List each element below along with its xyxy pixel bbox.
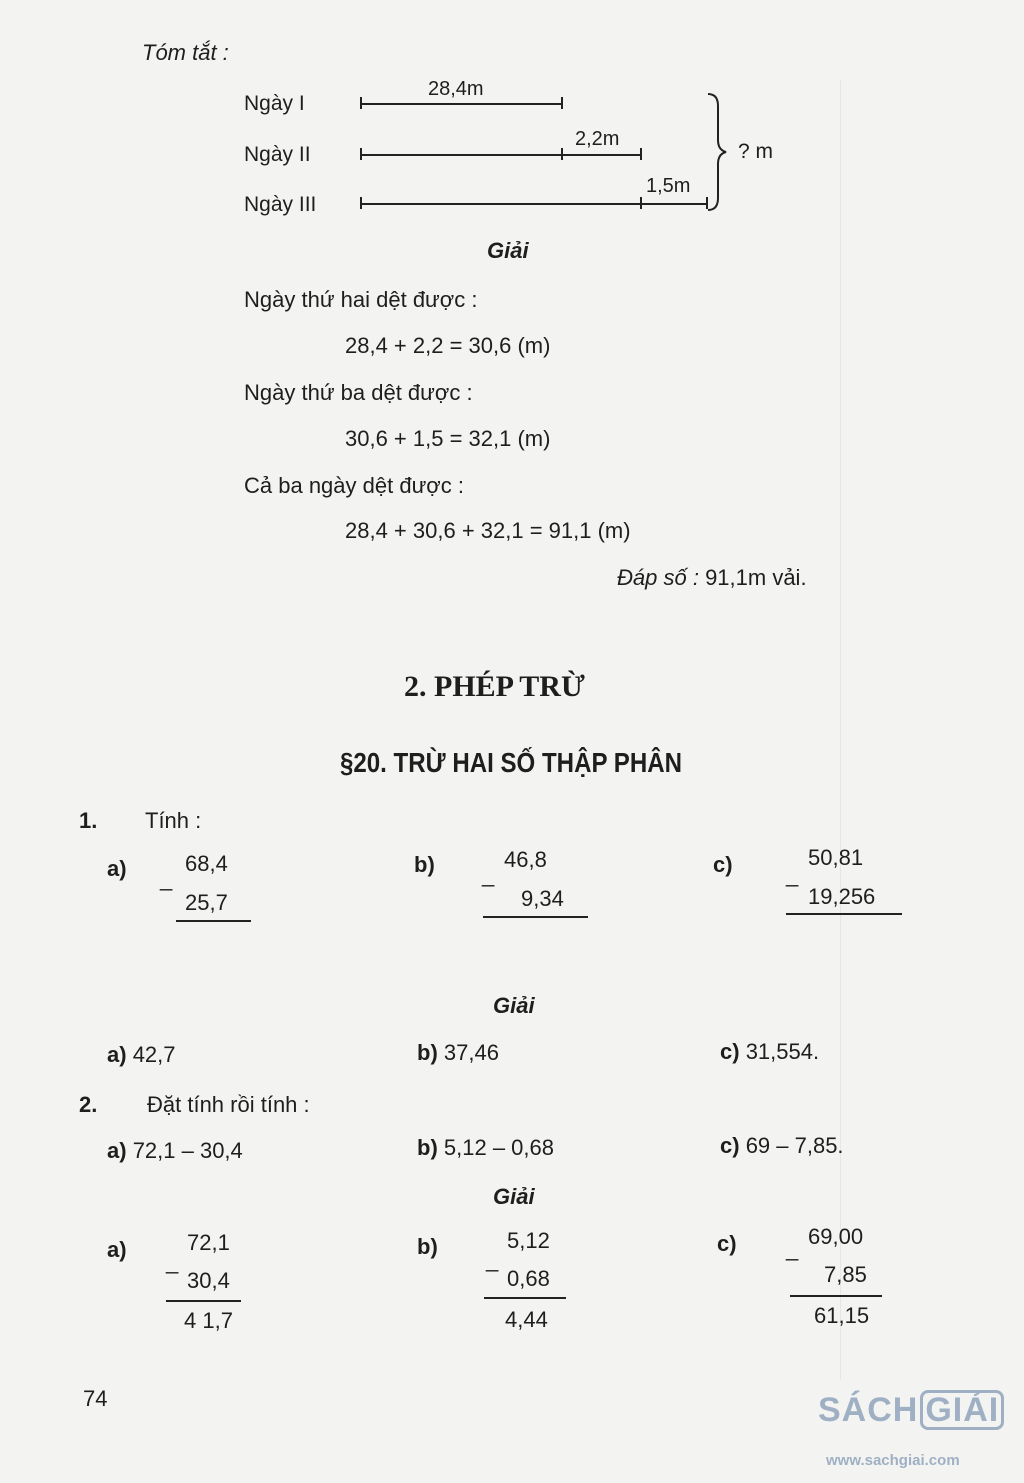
solution-calc2: 30,6 + 1,5 = 32,1 (m) xyxy=(345,426,551,451)
day2-start-tick xyxy=(360,148,362,160)
ex1-b-bottom: 9,34 xyxy=(521,886,564,911)
ex1-a-bottom: 25,7 xyxy=(185,890,228,915)
ex1-c-bottom: 19,256 xyxy=(808,884,876,909)
day1-label: Ngày I xyxy=(244,92,305,115)
ex2-solution-heading: Giải xyxy=(493,1184,535,1209)
ex1-b-rule xyxy=(483,916,588,918)
seg3-label: 1,5m xyxy=(646,175,691,197)
watermark-url: www.sachgiai.com xyxy=(826,1452,960,1469)
ex1-answer-c-label: c) xyxy=(720,1039,740,1064)
summary-title: Tóm tắt : xyxy=(142,40,229,65)
ex1-c-label: c) xyxy=(713,852,733,877)
answer-value: 91,1m vải. xyxy=(705,565,807,590)
ex1-a-minus: _ xyxy=(160,866,173,891)
solution-calc3: 28,4 + 30,6 + 32,1 = 91,1 (m) xyxy=(345,518,631,543)
watermark-brand xyxy=(818,1390,1004,1430)
exercise2-prompt: Đặt tính rồi tính : xyxy=(147,1092,310,1117)
ex1-b-minus: _ xyxy=(482,862,495,887)
day3-segment xyxy=(360,203,708,205)
ex2-c: 69 – 7,85. xyxy=(745,1133,844,1158)
seg1-label: 28,4m xyxy=(428,78,484,100)
ex2-b-label: b) xyxy=(417,1135,438,1160)
solution-heading: Giải xyxy=(487,238,529,263)
ex1-c-top: 50,81 xyxy=(808,845,864,870)
ex1-answer-b: 37,46 xyxy=(443,1040,499,1065)
ex2-c-label: c) xyxy=(720,1133,740,1158)
total-question: ? m xyxy=(738,140,774,163)
ex1-answer-b-label: b) xyxy=(417,1040,438,1065)
solution-line1: Ngày thứ hai dệt được : xyxy=(244,287,478,312)
page-number: 74 xyxy=(83,1386,108,1411)
ex1-b-label: b) xyxy=(414,852,435,877)
day2-label: Ngày II xyxy=(244,143,311,166)
answer-label: Đáp số : xyxy=(617,565,699,590)
watermark-brand-right: GIẢI xyxy=(920,1390,1004,1430)
day2-segment xyxy=(360,154,642,156)
ex2-work-b-result: 4,44 xyxy=(505,1307,548,1332)
ex1-answer-a-label: a) xyxy=(107,1042,127,1067)
ex1-c-rule xyxy=(786,913,902,915)
ex2-work-a-top: 72,1 xyxy=(187,1230,230,1255)
ex2-work-b-label: b) xyxy=(417,1234,438,1259)
ex2-work-b-bottom: 0,68 xyxy=(507,1266,550,1291)
exercise2-number: 2. xyxy=(79,1092,98,1117)
day3-label: Ngày III xyxy=(244,193,317,216)
solution-line3: Cả ba ngày dệt được : xyxy=(244,473,464,498)
ex2-work-a-result: 4 1,7 xyxy=(184,1308,233,1333)
ex2-a: 72,1 – 30,4 xyxy=(132,1138,243,1163)
day1-segment xyxy=(360,103,563,105)
exercise1-prompt: Tính : xyxy=(145,808,202,833)
watermark-brand-left: SÁCH xyxy=(818,1391,919,1429)
day3-mid-tick xyxy=(640,197,642,209)
solution-line2: Ngày thứ ba dệt được : xyxy=(244,380,473,405)
section-title: 2. PHÉP TRỪ xyxy=(404,670,585,703)
day3-start-tick xyxy=(360,197,362,209)
ex2-work-c-minus: _ xyxy=(786,1236,799,1261)
total-brace-icon xyxy=(704,92,734,214)
ex2-work-c-top: 69,00 xyxy=(808,1224,864,1249)
day1-end-tick xyxy=(561,97,563,109)
ex2-work-c-bottom: 7,85 xyxy=(824,1262,867,1287)
seg2-label: 2,2m xyxy=(575,128,620,150)
ex2-work-c-label: c) xyxy=(717,1231,737,1256)
ex2-b: 5,12 – 0,68 xyxy=(443,1135,554,1160)
ex1-a-top: 68,4 xyxy=(185,851,228,876)
solution-calc1: 28,4 + 2,2 = 30,6 (m) xyxy=(345,333,551,358)
ex1-solution-heading: Giải xyxy=(493,993,535,1018)
ex1-answer-a: 42,7 xyxy=(132,1042,176,1067)
ex2-work-b-rule xyxy=(484,1297,566,1299)
day2-mid-tick xyxy=(561,148,563,160)
ex1-answer-c: 31,554. xyxy=(745,1039,820,1064)
ex2-work-a-rule xyxy=(166,1300,241,1302)
ex1-a-label: a) xyxy=(107,856,127,881)
day2-end-tick xyxy=(640,148,642,160)
ex2-work-a-label: a) xyxy=(107,1237,127,1262)
ex2-work-c-result: 61,15 xyxy=(814,1303,870,1328)
ex2-work-b-minus: _ xyxy=(486,1247,499,1272)
exercise1-number: 1. xyxy=(79,808,98,833)
ex2-work-b-top: 5,12 xyxy=(507,1228,550,1253)
ex2-work-a-minus: _ xyxy=(166,1249,179,1274)
lesson-title: §20. TRỪ HAI SỐ THẬP PHÂN xyxy=(340,747,683,778)
ex1-c-minus: _ xyxy=(786,862,799,887)
ex2-work-c-rule xyxy=(790,1295,882,1297)
ex1-a-rule xyxy=(176,920,251,922)
bleed-through-shadow xyxy=(840,80,1021,1380)
ex2-a-label: a) xyxy=(107,1138,127,1163)
day1-start-tick xyxy=(360,97,362,109)
ex2-work-a-bottom: 30,4 xyxy=(187,1268,230,1293)
ex1-b-top: 46,8 xyxy=(504,847,547,872)
